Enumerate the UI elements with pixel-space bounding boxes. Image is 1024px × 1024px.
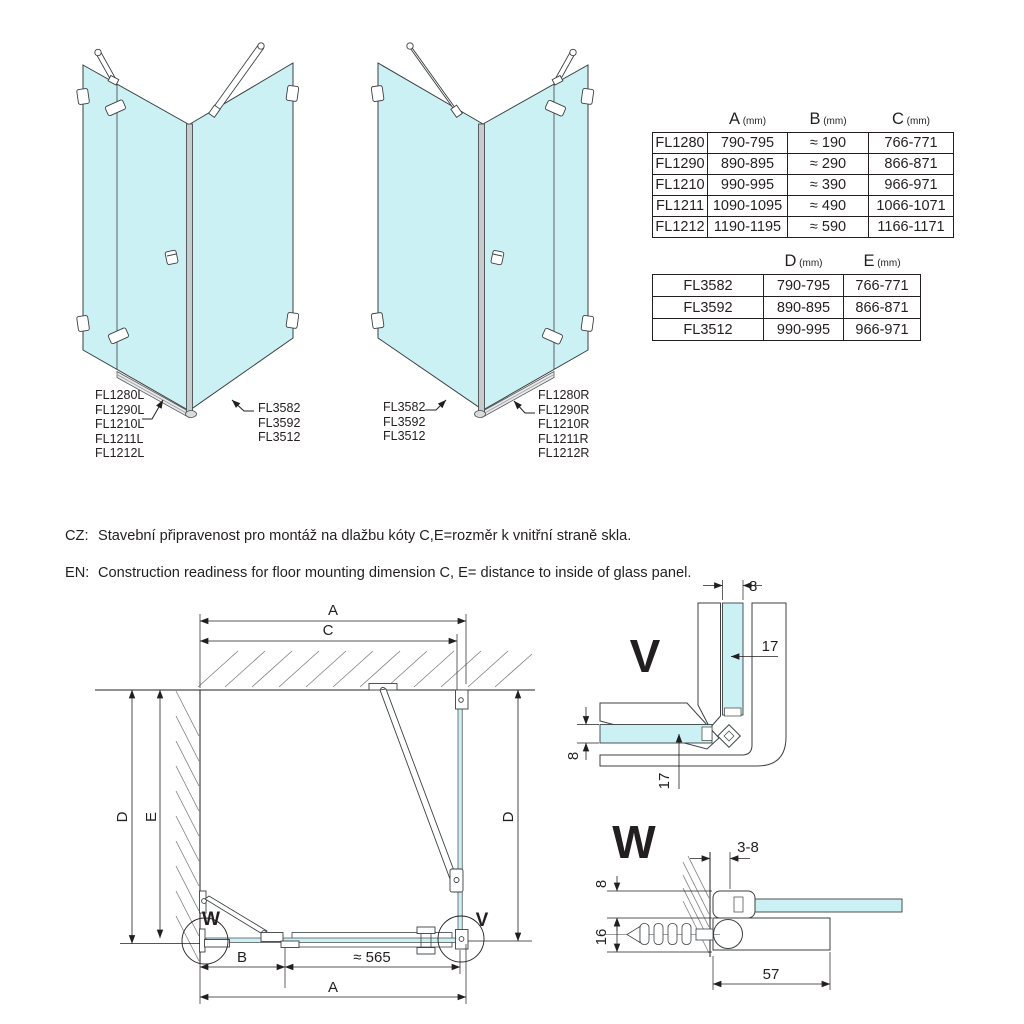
detail-v-inner-profile — [698, 603, 721, 728]
model-label: FL1210L — [95, 417, 145, 432]
model-cell: FL3582 — [653, 275, 764, 297]
table-row — [653, 154, 954, 175]
detail-w-dim-length: 57 — [762, 966, 780, 983]
right-door-handle-icon — [491, 250, 504, 265]
left-side-panel-glass — [190, 63, 293, 410]
table-row — [653, 196, 954, 217]
dim-label-d-left: D — [114, 811, 131, 823]
detail-w-dim-gap: 3-8 — [737, 839, 759, 856]
model-label: FL1290R — [538, 402, 590, 417]
value-cell: 990-995 — [764, 319, 844, 341]
table-corner — [653, 252, 764, 275]
detail-marker-v-label: V — [475, 910, 489, 931]
left-corner-profile — [187, 124, 193, 412]
dim-label-a-top: A — [327, 602, 339, 619]
model-label: FL3512 — [258, 430, 301, 445]
plan-view — [95, 602, 535, 1004]
value-cell: 766-771 — [869, 133, 954, 154]
column-header: A (mm) — [728, 110, 767, 128]
value-cell: 790-795 — [708, 133, 788, 154]
model-cell: FL3512 — [653, 319, 764, 341]
model-cell: FL1211 — [653, 196, 708, 217]
column-header: B (mm) — [809, 110, 847, 128]
right-door-model-list — [538, 388, 589, 461]
detail-v-corner-seal — [718, 725, 741, 748]
detail-v-dim-right: 17 — [761, 638, 779, 655]
model-label: FL1280L — [95, 388, 145, 402]
column-header: E (mm) — [863, 252, 901, 270]
detail-marker-w-label: W — [202, 909, 220, 930]
plan-fittings — [200, 684, 469, 955]
table-row — [653, 319, 921, 341]
dim-label-a-bottom: A — [327, 979, 339, 996]
model-label: FL3582 — [383, 400, 426, 414]
dim-label-c: C — [322, 622, 334, 639]
value-cell: 990-995 — [708, 175, 788, 196]
note-cz — [65, 528, 631, 544]
detail-w-dim-height: 16 — [593, 928, 610, 946]
note-cz-label: CZ: — [65, 528, 89, 544]
plan-brace-to-side-panel — [380, 689, 456, 879]
dim-label-565: ≈ 565 — [353, 949, 391, 966]
column-header: D (mm) — [784, 252, 823, 270]
model-cell: FL1290 — [653, 154, 708, 175]
model-label: FL1212R — [538, 446, 590, 461]
note-en-text: Construction readiness for floor mounting dimension C, E= distance to inside of glass panel. — [98, 565, 692, 581]
model-cell: FL1280 — [653, 133, 708, 154]
value-cell: ≈ 190 — [788, 133, 869, 154]
value-cell: 1190-1195 — [708, 217, 788, 238]
value-cell: ≈ 590 — [788, 217, 869, 238]
detail-w-drawing — [593, 816, 902, 990]
value-cell: 890-895 — [764, 297, 844, 319]
left-side-model-list — [258, 401, 300, 445]
side-panel-spec-table — [652, 252, 921, 341]
value-cell: 866-871 — [869, 154, 954, 175]
table-row — [653, 175, 954, 196]
left-door-panel-glass — [83, 65, 188, 410]
value-cell: ≈ 490 — [788, 196, 869, 217]
spec-table — [652, 110, 954, 238]
table-row — [653, 217, 954, 238]
model-label: FL1212L — [95, 446, 145, 461]
model-label: FL1280R — [538, 388, 590, 402]
model-label: FL1210R — [538, 417, 590, 432]
model-label: FL3582 — [258, 401, 301, 415]
spec-table — [652, 252, 921, 341]
note-cz-text: Stavební připravenost pro montáž na dlažbu kóty C,E=rozměr k vnitřní straně skla. — [98, 528, 632, 544]
column-header: C (mm) — [891, 110, 931, 128]
value-cell: 890-895 — [708, 154, 788, 175]
value-cell: ≈ 290 — [788, 154, 869, 175]
model-label: FL3512 — [383, 429, 426, 444]
model-label: FL3592 — [258, 415, 301, 430]
note-en-label: EN: — [65, 565, 90, 581]
right-side-model-list — [383, 400, 425, 444]
value-cell: 1090-1095 — [708, 196, 788, 217]
model-label: FL1211R — [538, 431, 589, 446]
detail-w-dim-glass: 8 — [593, 879, 610, 889]
detail-v-dim-left: 8 — [565, 751, 582, 761]
detail-v-dim-top: 8 — [749, 578, 758, 595]
right-corner-profile — [479, 124, 485, 412]
right-enclosure-drawing — [371, 43, 594, 418]
value-cell: 790-795 — [764, 275, 844, 297]
table-row — [653, 133, 954, 154]
detail-w-title: W — [612, 816, 656, 868]
model-label: FL1290L — [95, 402, 145, 417]
model-cell: FL3592 — [653, 297, 764, 319]
table-row — [653, 297, 921, 319]
model-label: FL1211L — [95, 431, 144, 446]
model-label: FL3592 — [383, 414, 426, 429]
table-row — [653, 275, 921, 297]
left-enclosure-drawing — [77, 43, 299, 418]
detail-v-drawing — [565, 578, 786, 789]
left-door-handle-icon — [165, 250, 178, 265]
value-cell: 966-971 — [869, 175, 954, 196]
dim-label-b: B — [236, 949, 248, 966]
plan-door-handle — [417, 927, 435, 934]
note-en — [65, 565, 691, 581]
left-corner-foot — [186, 411, 197, 418]
value-cell: 1066-1071 — [869, 196, 954, 217]
detail-v-horizontal-glass — [600, 725, 712, 744]
value-cell: 866-871 — [844, 297, 921, 319]
detail-w-hinge-pin — [714, 920, 743, 949]
left-door-model-list — [95, 388, 144, 461]
right-side-panel-glass — [378, 63, 483, 410]
detail-v-title: V — [629, 630, 661, 682]
door-spec-table — [652, 110, 954, 238]
value-cell: 766-771 — [844, 275, 921, 297]
right-door-panel-glass — [483, 65, 588, 410]
model-cell: FL1212 — [653, 217, 708, 238]
dim-label-d-right: D — [500, 811, 517, 823]
right-corner-foot — [475, 411, 486, 418]
value-cell: ≈ 390 — [788, 175, 869, 196]
dim-label-e: E — [143, 811, 160, 823]
value-cell: 1166-1171 — [869, 217, 954, 238]
detail-w-glass — [744, 899, 902, 912]
detail-v-dim-bottom: 17 — [656, 772, 673, 790]
detail-v-vertical-glass — [723, 603, 744, 715]
model-cell: FL1210 — [653, 175, 708, 196]
value-cell: 966-971 — [844, 319, 921, 341]
plan-side-panel-glass — [458, 690, 462, 940]
table-corner — [653, 110, 708, 133]
plan-door-glass — [206, 938, 458, 942]
